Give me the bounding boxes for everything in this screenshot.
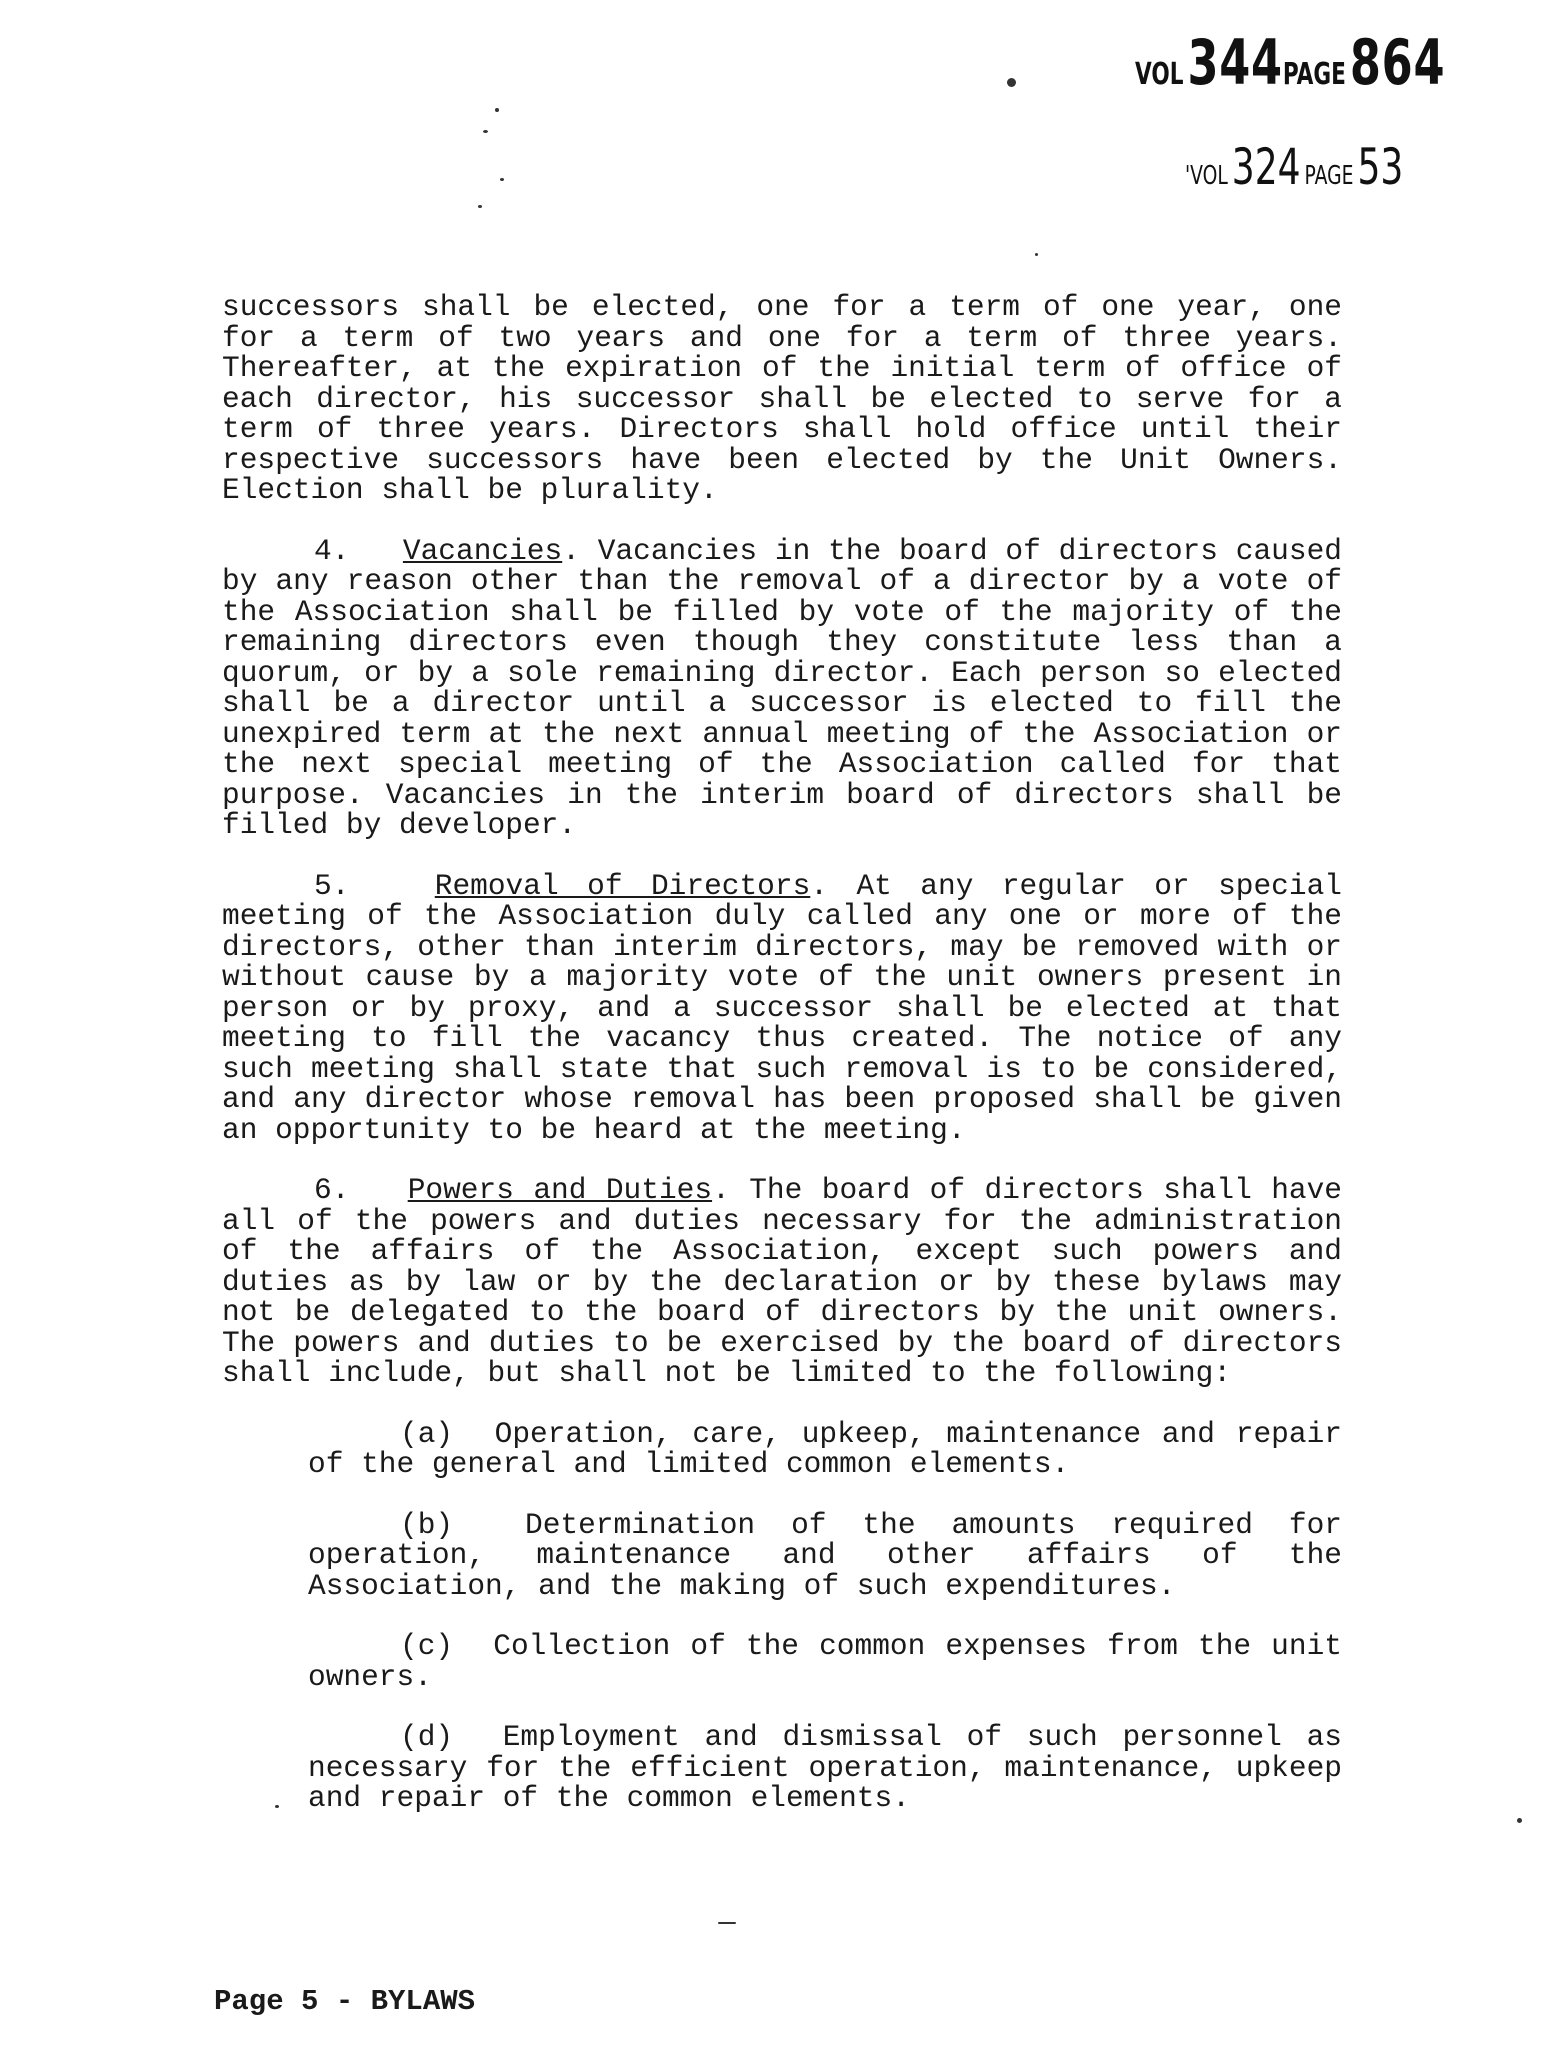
item-text: Determination of the amounts required for operation, maintenance and other affairs of the Association, and the making of such expenditures. bbox=[308, 1507, 1343, 1603]
item-text: Collection of the common expenses from the unit owners. bbox=[308, 1629, 1342, 1694]
section-text: . At any regular or special meeting of the Association duly called any one or more of the directors, other than interim directors, may be removed with or without cause by a majority vote of the unit owners present in person or by proxy, and a successor shall be elected at that meeting to fill the vacancy thus created. The notice of any such meeting shall state that such removal is to be considered, and any director whose removal has been proposed shall be given an opportunity to be heard at the meeting. bbox=[222, 868, 1342, 1147]
stamp-vol-number: 324 bbox=[1231, 138, 1301, 196]
list-item bbox=[308, 1722, 1342, 1814]
item-label: (d) bbox=[400, 1720, 454, 1754]
scan-speck bbox=[1007, 78, 1016, 87]
scan-speck bbox=[483, 130, 488, 133]
stamp-page-label: PAGE bbox=[1282, 57, 1346, 92]
scan-speck bbox=[718, 1922, 736, 1924]
section-vacancies bbox=[222, 533, 1342, 842]
scan-speck bbox=[1517, 1818, 1522, 1823]
recording-stamp-primary bbox=[1135, 26, 1445, 99]
item-text: Operation, care, upkeep, maintenance and repair of the general and limited common elements. bbox=[308, 1416, 1342, 1481]
section-heading: Vacancies bbox=[402, 533, 563, 568]
document-body bbox=[222, 292, 1342, 1814]
section-text: . The board of directors shall have all of the powers and duties necessary for the administration of the affairs of the Association, except such powers and duties as by law or by the declaration or by these bylaws may not be delegated to the board of directors by the unit owners. The powers and duties to be exercised by the board of directors shall include, but shall not be limited to the following: bbox=[222, 1173, 1342, 1390]
list-item bbox=[308, 1507, 1343, 1603]
section-number: 5. bbox=[314, 868, 350, 903]
stamp-vol-label: VOL bbox=[1135, 57, 1184, 92]
stamp-page-number: 53 bbox=[1357, 138, 1404, 196]
section-number: 4. bbox=[314, 533, 350, 568]
item-label: (b) bbox=[400, 1507, 454, 1542]
section-heading: Powers and Duties bbox=[407, 1173, 713, 1207]
stamp-page-number: 864 bbox=[1349, 26, 1446, 99]
list-item bbox=[308, 1631, 1342, 1692]
section-heading: Removal of Directors bbox=[434, 868, 811, 903]
item-text: Employment and dismissal of such personnel as necessary for the efficient operation, maintenance, upkeep and repair of the common elements. bbox=[308, 1720, 1342, 1815]
list-item bbox=[308, 1416, 1342, 1481]
paragraph-continued: successors shall be elected, one for a term of one year, one for a term of two years and one for a term of three years. Thereafter, at the expiration of the initial term of office of each director, his successor shall be elected to serve for a term of three years. Directors shall hold office until their respective successors have been elected by the Unit Owners. Election shall be plurality. bbox=[222, 290, 1342, 507]
section-number: 6. bbox=[314, 1173, 350, 1207]
section-removal-of-directors bbox=[222, 868, 1342, 1147]
stamp-vol-label: 'VOL bbox=[1185, 161, 1228, 191]
section-powers-and-duties bbox=[222, 1175, 1342, 1389]
scan-speck bbox=[478, 205, 482, 208]
section-text: . Vacancies in the board of directors caused by any reason other than the removal of a director by a vote of the Association shall be filled by vote of the majority of the remaining directors even though they constitute less than a quorum, or by a sole remaining director. Each person so elected shall be a director until a successor is elected to fill the unexpired term at the next annual meeting of the Association or the next special meeting of the Association called for that purpose. Vacancies in the interim board of directors shall be filled by developer. bbox=[222, 533, 1342, 842]
recording-stamp-secondary bbox=[1185, 138, 1403, 196]
scan-speck bbox=[495, 108, 499, 112]
stamp-vol-number: 344 bbox=[1187, 26, 1283, 99]
item-label: (c) bbox=[400, 1629, 454, 1663]
stamp-page-label: PAGE bbox=[1304, 161, 1354, 191]
scan-speck bbox=[500, 178, 504, 181]
scan-speck bbox=[1035, 253, 1038, 256]
page-footer: Page 5 - BYLAWS bbox=[214, 1985, 476, 2018]
item-label: (a) bbox=[400, 1416, 454, 1451]
